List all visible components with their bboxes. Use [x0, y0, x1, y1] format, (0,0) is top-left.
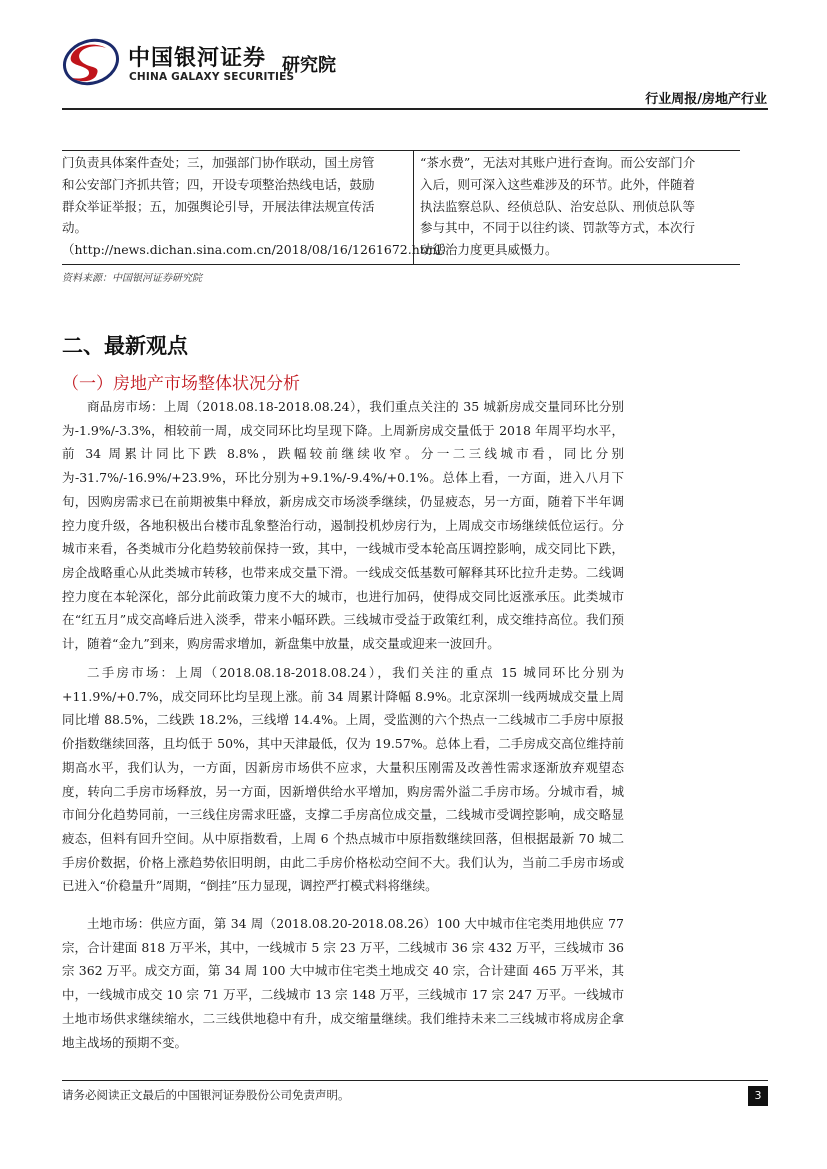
- subsection-title: （一）房地产市场整体状况分析: [62, 374, 300, 394]
- paragraph-land-market: 土地市场：供应方面，第 34 周（2018.08.20-2018.08.26）100 大中城市住宅类用地供应 77 宗，合计建面 818 万平米，其中，一线城市 5 宗 23 万平，二线城市 36 宗 432 万平，三线城市 36 宗 362 万平。成交方面，第 34 周 100 大中城市住宅类土地成交 40 宗，合计建面 465 万平米，其中，一线城市成交 10 宗 71 万平，二线城市 13 宗 148 万平，三线城市 17 宗 247 万平。一线城市土地市场供求继续缩水，二三线供地稳中有升，成交缩量继续。我们维持未来二三线城市将成房企拿地主战场的预期不变。: [62, 916, 624, 1050]
- table-line: 和公安部门齐抓共管；四，开设专项整治热线电话，鼓励: [62, 176, 375, 192]
- paragraph-new-home-market: 商品房市场：上周（2018.08.18-2018.08.24），我们重点关注的 35 城新房成交量同环比分别为-1.9%/-3.3%，相较前一周，成交同环比均呈现下降。上周新房成交量低于 2018 年周平均水平，前 34 周累计同比下跌 8.8%，跌幅较前继续收窄。分一二三线城市看，同比分别为-31.7%/-16.9%/+23.9%，环比分别为+9.1%/-9.4%/+0.1%。总体上看，一方面，进入八月下旬，因购房需求已在前期被集中释放，新房成交市场淡季继续，仍显疲态，另一方面，随着下半年调控力度升级，各地积极出台楼市乱象整治行动，遏制投机炒房行为，上周成交市场继续低位运行。分城市来看，各类城市分化趋势较前保持一致，其中，一线城市受本轮高压调控影响，成交同比下跌，房企战略重心从此类城市转移，也带来成交量下滑。一线成交低基数可解释其环比拉升走势。二线调控力度在本轮深化，部分此前政策力度不大的城市，也进行加码，使得成交同比返涨承压。此类城市在“红五月”成交高峰后进入淡季，带来小幅环跌。三线城市受益于政策红利，成交维持高位。我们预计，随着“金九”到来，购房需求增加，新盘集中放量，成交量或迎来一波回升。: [62, 399, 624, 652]
- table-line: 群众举证举报；五，加强舆论引导，开展法律法规宣传活: [62, 198, 375, 214]
- table-line: 参与其中，不同于以往约谈、罚款等方式，本次行: [420, 220, 696, 236]
- page-number: 3: [748, 1086, 768, 1106]
- footer-divider: [62, 1080, 768, 1081]
- disclaimer-note: 请务必阅读正文最后的中国银河证券股份公司免责声明。: [62, 1088, 350, 1102]
- table-line: 动惩治力度更具威慑力。: [420, 242, 558, 258]
- brand-name-cn: 中国银河证券: [128, 46, 267, 71]
- news-table-right-cell: [420, 152, 742, 261]
- paragraph-second-hand-market: 二手房市场：上周（2018.08.18-2018.08.24），我们关注的重点 15 城同环比分别为+11.9%/+0.7%，成交同环比均呈现上涨。前 34 周累计降幅 8.9%。北京深圳一线两城成交量上周同比增 88.5%，二线跌 18.2%，三线增 14.4%。上周，受监测的六个热点一二线城市二手房中原报价指数继续回落，且均低于 50%，其中天津最低，仅为 19.57%。总体上看，二手房成交高位维持前期高水平，我们认为，一方面，因新房市场供不应求，大量积压刚需及改善性需求逐渐放弃观望态度，转向二手房市场释放，另一方面，因新增供给水平增加，购房需外溢二手房市场。分城市看，城市间分化趋势同前，一三线住房需求旺盛，支撑二手房高位成交量，二线城市受调控影响，成交略显疲态，但料有回升空间。从中原指数看，上周 6 个热点城市中原指数继续回落，但根据最新 70 城二手房价数据，价格上涨趋势依旧明朗，由此二手房价格松动空间不大。我们认为，当前二手房市场或已进入“价稳量升”周期，“倒挂”压力显现，调控严打模式料将继续。: [62, 665, 624, 894]
- brand-name-en: CHINA GALAXY SECURITIES: [129, 71, 295, 83]
- source-note: 资料来源：中国银河证券研究院: [62, 273, 202, 284]
- section-title: 二、最新观点: [62, 334, 188, 358]
- report-category: 行业周报/房地产行业: [645, 92, 767, 107]
- galaxy-logo-icon: [62, 38, 120, 86]
- table-top-border: [62, 150, 740, 151]
- table-line: “茶水费”，无法对其账户进行查询。而公安部门介: [420, 155, 696, 170]
- news-source-link[interactable]: （http://news.dichan.sina.com.cn/2018/08/16/1261672.html）: [62, 242, 454, 258]
- table-line: 动。: [62, 220, 88, 236]
- institute-label: 研究院: [282, 55, 336, 76]
- news-table-left-cell: [62, 152, 454, 261]
- header-divider: [62, 108, 768, 110]
- table-line: 门负责具体案件查处；三，加强部门协作联动，国土房管: [62, 155, 375, 170]
- table-line: 执法监察总队、经侦总队、治安总队、刑侦总队等: [420, 198, 696, 214]
- table-line: 入后，则可深入这些难涉及的环节。此外，伴随着: [420, 176, 696, 192]
- table-bottom-border: [62, 264, 740, 265]
